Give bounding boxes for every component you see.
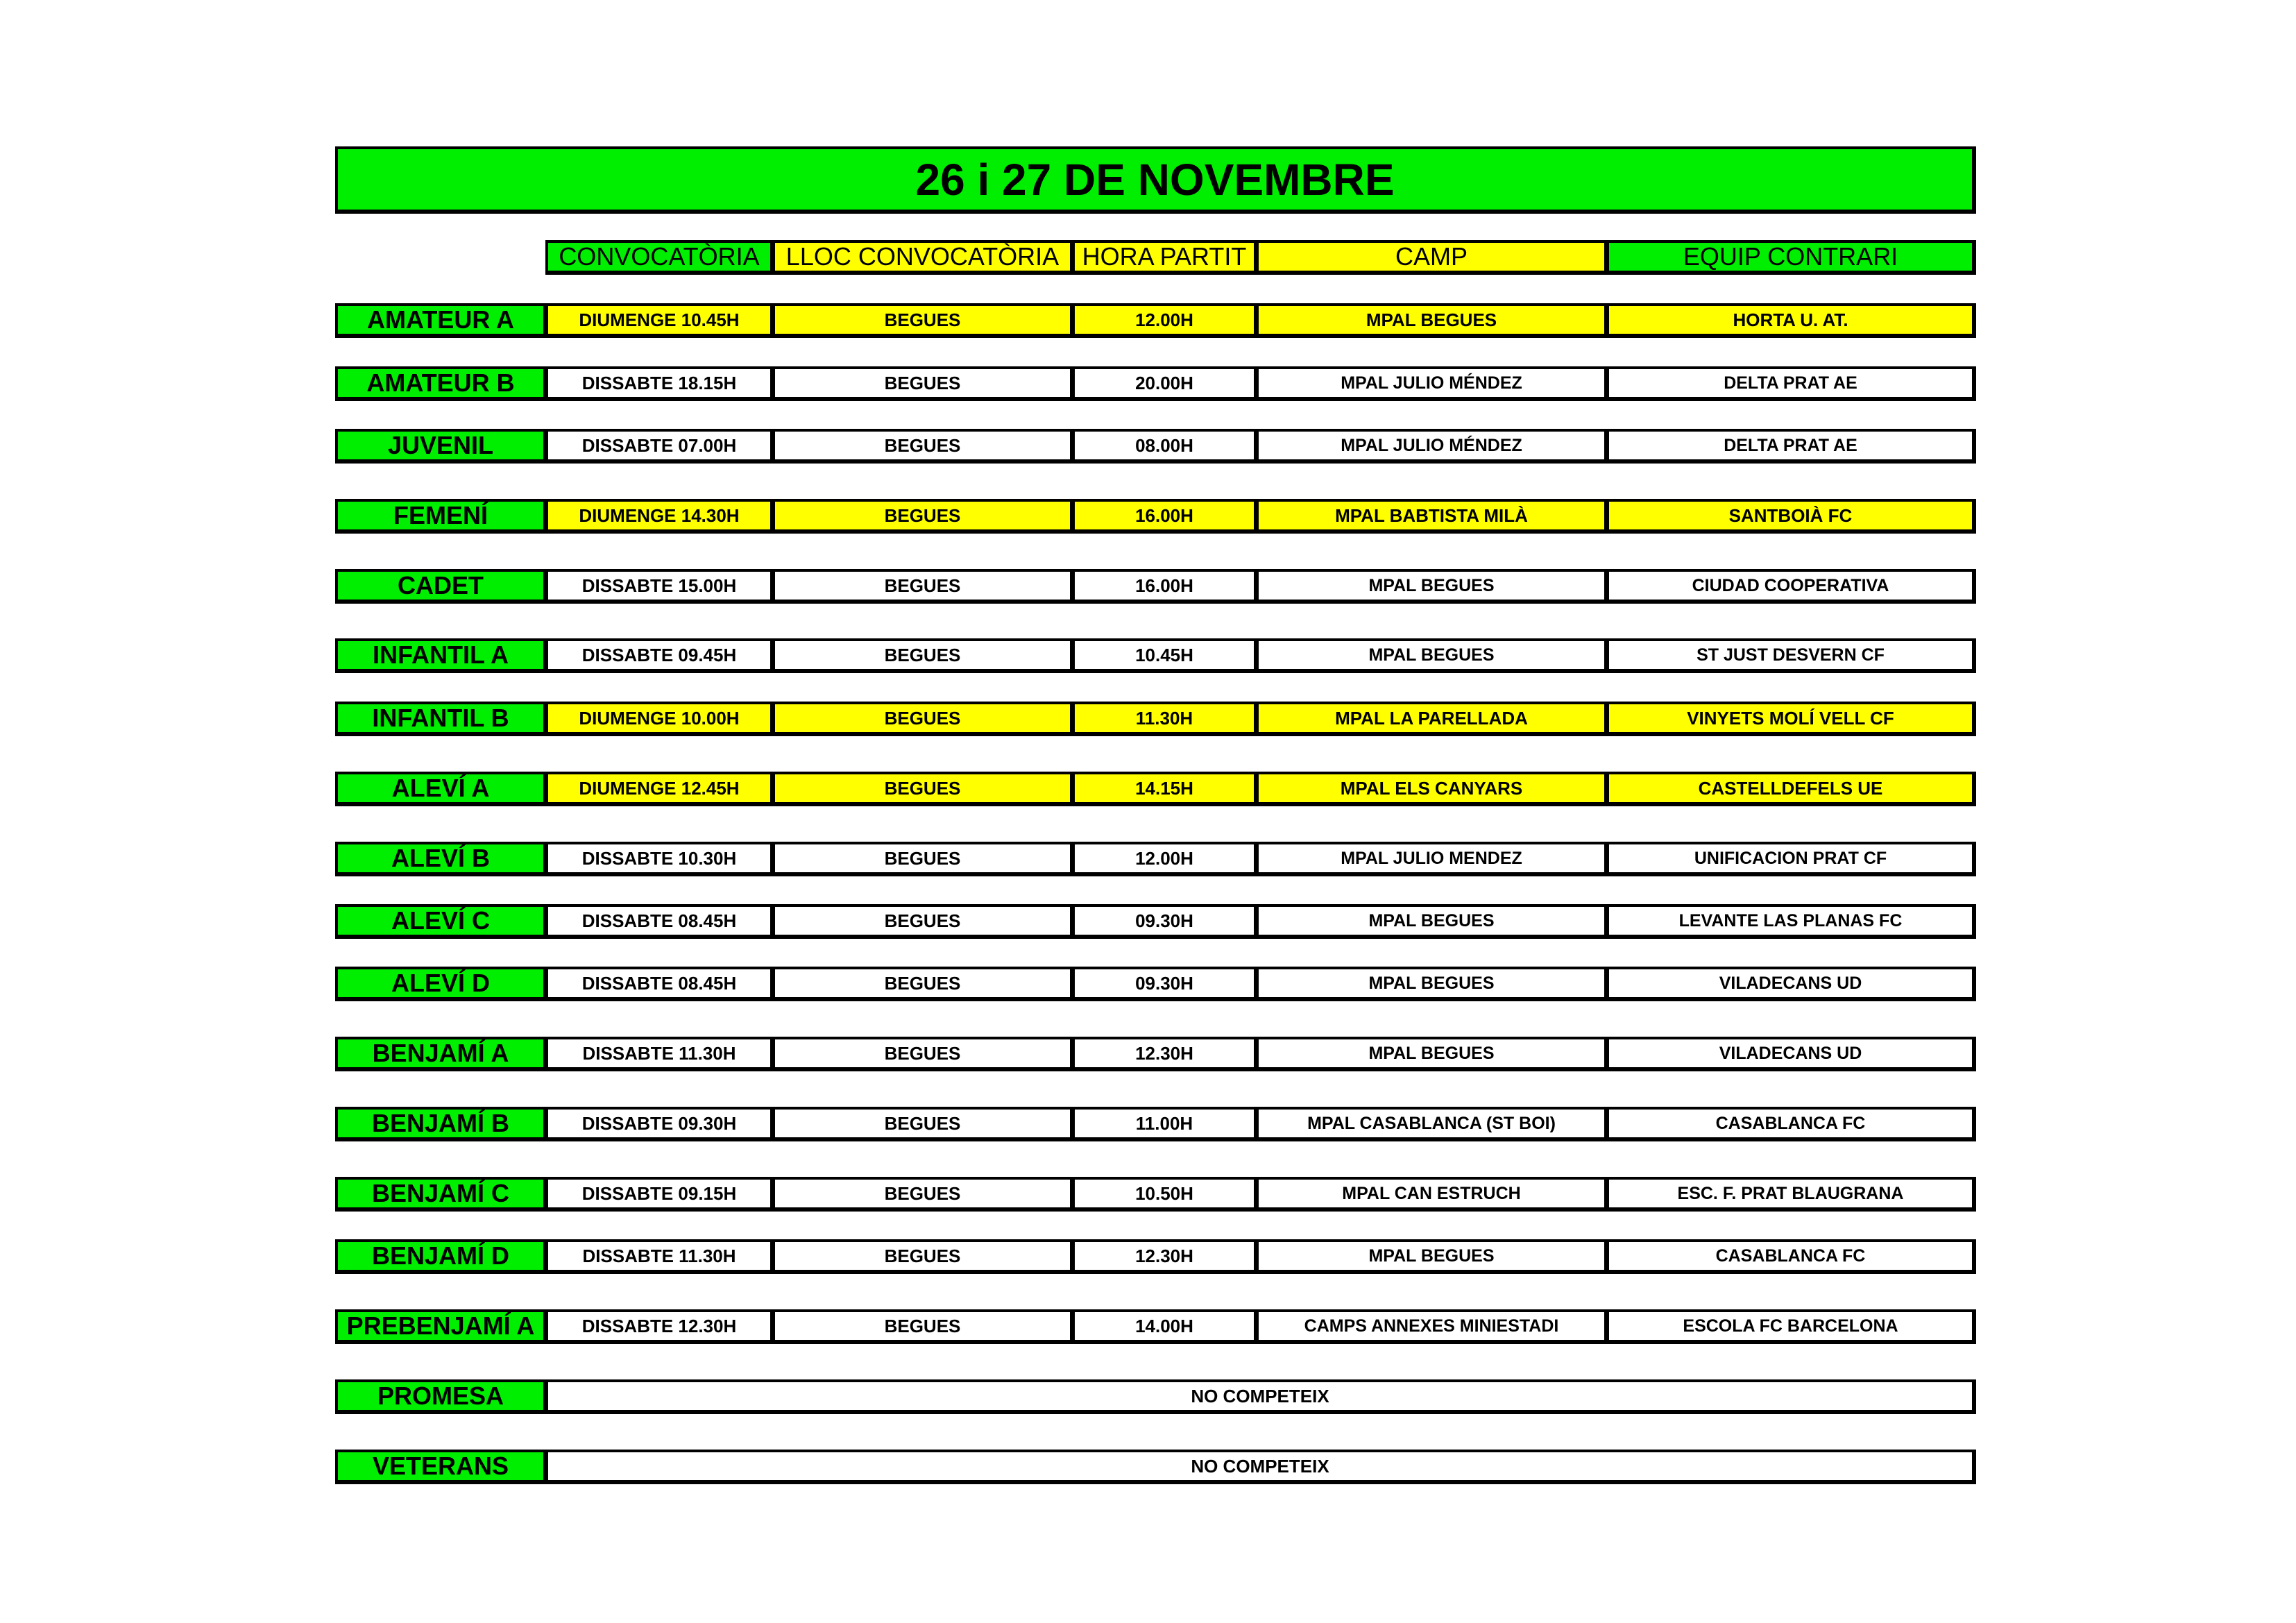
cell-lloc: BEGUES (772, 1309, 1074, 1344)
cell-equip-contrari: UNIFICACION PRAT CF (1606, 842, 1976, 876)
team-label: BENJAMÍ D (335, 1239, 547, 1274)
cell-lloc: BEGUES (772, 1239, 1074, 1274)
no-competeix-cell: NO COMPETEIX (545, 1379, 1976, 1414)
cell-hora-partit: 08.00H (1072, 429, 1258, 464)
cell-camp: MPAL BEGUES (1256, 1239, 1608, 1274)
cell-convocatoria: DISSABTE 18.15H (545, 366, 774, 401)
cell-convocatoria: DIUMENGE 12.45H (545, 772, 774, 806)
header-hora-partit: HORA PARTIT (1072, 240, 1258, 275)
cell-equip-contrari: DELTA PRAT AE (1606, 429, 1976, 464)
cell-convocatoria: DISSABTE 15.00H (545, 569, 774, 604)
cell-camp: MPAL BABTISTA MILÀ (1256, 499, 1608, 534)
cell-lloc: BEGUES (772, 569, 1074, 604)
cell-hora-partit: 11.00H (1072, 1107, 1258, 1141)
cell-equip-contrari: ESC. F. PRAT BLAUGRANA (1606, 1177, 1976, 1212)
team-label: INFANTIL A (335, 638, 547, 673)
cell-camp: MPAL CAN ESTRUCH (1256, 1177, 1608, 1212)
team-label: AMATEUR B (335, 366, 547, 401)
cell-equip-contrari: HORTA U. AT. (1606, 303, 1976, 338)
cell-camp: MPAL ELS CANYARS (1256, 772, 1608, 806)
cell-hora-partit: 20.00H (1072, 366, 1258, 401)
page-title: 26 i 27 DE NOVEMBRE (335, 146, 1976, 214)
cell-equip-contrari: LEVANTE LAS PLANAS FC (1606, 904, 1976, 939)
cell-hora-partit: 12.00H (1072, 842, 1258, 876)
team-label: ALEVÍ A (335, 772, 547, 806)
cell-convocatoria: DISSABTE 09.15H (545, 1177, 774, 1212)
cell-lloc: BEGUES (772, 1037, 1074, 1071)
cell-equip-contrari: DELTA PRAT AE (1606, 366, 1976, 401)
cell-convocatoria: DISSABTE 09.30H (545, 1107, 774, 1141)
cell-hora-partit: 16.00H (1072, 569, 1258, 604)
header-camp: CAMP (1256, 240, 1608, 275)
cell-equip-contrari: VILADECANS UD (1606, 1037, 1976, 1071)
cell-equip-contrari: CASABLANCA FC (1606, 1107, 1976, 1141)
cell-hora-partit: 14.00H (1072, 1309, 1258, 1344)
team-label: FEMENÍ (335, 499, 547, 534)
cell-lloc: BEGUES (772, 702, 1074, 736)
cell-equip-contrari: VINYETS MOLÍ VELL CF (1606, 702, 1976, 736)
cell-convocatoria: DISSABTE 11.30H (545, 1239, 774, 1274)
cell-convocatoria: DISSABTE 08.45H (545, 967, 774, 1001)
team-label: VETERANS (335, 1450, 547, 1484)
team-label: BENJAMÍ C (335, 1177, 547, 1212)
header-equip-contrari: EQUIP CONTRARI (1606, 240, 1976, 275)
cell-camp: MPAL BEGUES (1256, 967, 1608, 1001)
cell-equip-contrari: CASTELLDEFELS UE (1606, 772, 1976, 806)
cell-hora-partit: 14.15H (1072, 772, 1258, 806)
team-label: ALEVÍ B (335, 842, 547, 876)
cell-hora-partit: 11.30H (1072, 702, 1258, 736)
cell-hora-partit: 09.30H (1072, 967, 1258, 1001)
cell-lloc: BEGUES (772, 904, 1074, 939)
cell-camp: MPAL JULIO MÉNDEZ (1256, 429, 1608, 464)
cell-hora-partit: 12.30H (1072, 1037, 1258, 1071)
cell-equip-contrari: ESCOLA FC BARCELONA (1606, 1309, 1976, 1344)
cell-lloc: BEGUES (772, 1107, 1074, 1141)
cell-lloc: BEGUES (772, 967, 1074, 1001)
cell-lloc: BEGUES (772, 429, 1074, 464)
header-convocatoria: CONVOCATÒRIA (545, 240, 774, 275)
cell-hora-partit: 10.50H (1072, 1177, 1258, 1212)
cell-lloc: BEGUES (772, 1177, 1074, 1212)
cell-camp: MPAL LA PARELLADA (1256, 702, 1608, 736)
team-label: BENJAMÍ A (335, 1037, 547, 1071)
cell-convocatoria: DIUMENGE 10.00H (545, 702, 774, 736)
cell-camp: MPAL JULIO MÉNDEZ (1256, 366, 1608, 401)
cell-camp: CAMPS ANNEXES MINIESTADI (1256, 1309, 1608, 1344)
team-label: ALEVÍ D (335, 967, 547, 1001)
header-lloc: LLOC CONVOCATÒRIA (772, 240, 1074, 275)
cell-convocatoria: DIUMENGE 14.30H (545, 499, 774, 534)
cell-camp: MPAL BEGUES (1256, 904, 1608, 939)
cell-lloc: BEGUES (772, 366, 1074, 401)
team-label: JUVENIL (335, 429, 547, 464)
cell-hora-partit: 10.45H (1072, 638, 1258, 673)
cell-camp: MPAL BEGUES (1256, 1037, 1608, 1071)
cell-hora-partit: 09.30H (1072, 904, 1258, 939)
cell-camp: MPAL BEGUES (1256, 303, 1608, 338)
cell-convocatoria: DISSABTE 09.45H (545, 638, 774, 673)
cell-convocatoria: DISSABTE 08.45H (545, 904, 774, 939)
cell-hora-partit: 12.30H (1072, 1239, 1258, 1274)
cell-convocatoria: DISSABTE 10.30H (545, 842, 774, 876)
cell-camp: MPAL JULIO MENDEZ (1256, 842, 1608, 876)
cell-convocatoria: DISSABTE 07.00H (545, 429, 774, 464)
cell-lloc: BEGUES (772, 499, 1074, 534)
cell-camp: MPAL BEGUES (1256, 569, 1608, 604)
cell-convocatoria: DISSABTE 12.30H (545, 1309, 774, 1344)
cell-equip-contrari: CASABLANCA FC (1606, 1239, 1976, 1274)
cell-equip-contrari: ST JUST DESVERN CF (1606, 638, 1976, 673)
no-competeix-cell: NO COMPETEIX (545, 1450, 1976, 1484)
team-label: PREBENJAMÍ A (335, 1309, 547, 1344)
cell-convocatoria: DIUMENGE 10.45H (545, 303, 774, 338)
team-label: ALEVÍ C (335, 904, 547, 939)
cell-hora-partit: 16.00H (1072, 499, 1258, 534)
cell-lloc: BEGUES (772, 638, 1074, 673)
cell-convocatoria: DISSABTE 11.30H (545, 1037, 774, 1071)
cell-lloc: BEGUES (772, 772, 1074, 806)
cell-lloc: BEGUES (772, 842, 1074, 876)
team-label: BENJAMÍ B (335, 1107, 547, 1141)
cell-lloc: BEGUES (772, 303, 1074, 338)
team-label: CADET (335, 569, 547, 604)
cell-camp: MPAL CASABLANCA (ST BOI) (1256, 1107, 1608, 1141)
team-label: PROMESA (335, 1379, 547, 1414)
team-label: INFANTIL B (335, 702, 547, 736)
team-label: AMATEUR A (335, 303, 547, 338)
cell-equip-contrari: VILADECANS UD (1606, 967, 1976, 1001)
cell-hora-partit: 12.00H (1072, 303, 1258, 338)
cell-camp: MPAL BEGUES (1256, 638, 1608, 673)
cell-equip-contrari: SANTBOIÀ FC (1606, 499, 1976, 534)
cell-equip-contrari: CIUDAD COOPERATIVA (1606, 569, 1976, 604)
